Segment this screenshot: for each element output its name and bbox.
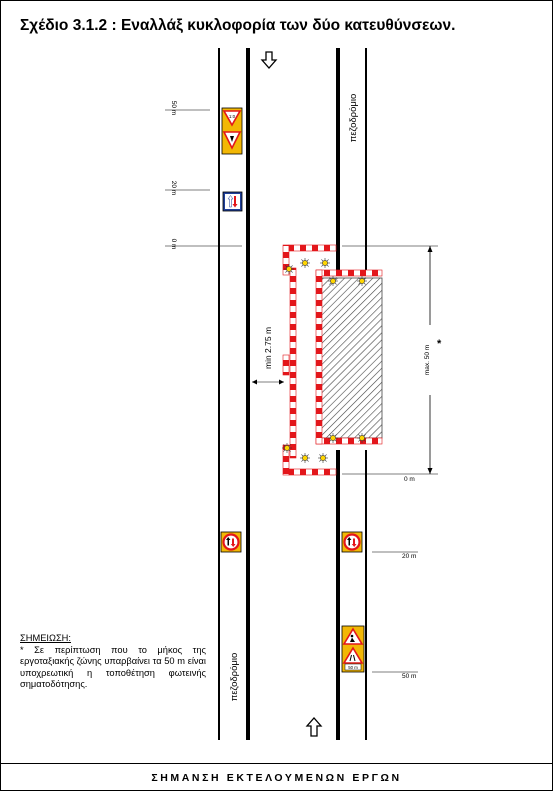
sidewalk-label-bottom: πεζοδρόμιο — [229, 652, 240, 702]
distance-label-20m-top: 20 m — [170, 180, 177, 196]
distance-label-50m-top: 50 m — [170, 100, 177, 116]
hatched-work-area — [320, 278, 382, 438]
note — [20, 633, 206, 691]
max-length-label: max. 50 m — [424, 344, 431, 376]
distance-label-50m-bottom: 50 m — [402, 673, 417, 680]
svg-text:1:0: 1:0 — [228, 114, 236, 119]
sign-plate-label: 50 m — [348, 665, 358, 670]
arrow-up-icon — [307, 718, 321, 736]
sidewalk-label-top: πεζοδρόμιο — [348, 93, 359, 143]
asterisk-mark: * — [437, 338, 442, 350]
priority-over-oncoming-sign-icon — [223, 192, 242, 211]
arrow-down-icon — [262, 52, 276, 68]
warning-lamp-icon — [320, 258, 330, 268]
distance-label-0m-top: 0 m — [170, 238, 177, 250]
distance-label-20m-bottom: 20 m — [402, 553, 417, 560]
warning-lamp-icon — [328, 276, 338, 286]
give-way-sign-icon — [222, 108, 242, 154]
work-zone — [282, 245, 382, 475]
warning-lamp-icon — [300, 453, 310, 463]
warning-lamp-icon — [328, 433, 338, 443]
warning-lamp-icon — [284, 264, 294, 274]
note-heading: ΣΗΜΕΙΩΣΗ: — [20, 633, 71, 643]
no-overtaking-sign-icon — [342, 532, 362, 552]
distance-label-0m-bottom: 0 m — [404, 476, 415, 483]
warning-lamp-icon — [357, 276, 367, 286]
warning-lamp-icon — [357, 433, 367, 443]
page-title: Σχέδιο 3.1.2 : Εναλλάξ κυκλοφορία των δύο κατευθύνσεων. — [20, 17, 456, 34]
warning-lamp-icon — [318, 453, 328, 463]
footer — [0, 763, 553, 792]
warning-lamp-icon — [300, 258, 310, 268]
no-overtaking-sign-icon — [221, 532, 241, 552]
footer-title: ΣΗΜΑΝΣΗ ΕΚΤΕΛΟΥΜΕΝΩΝ ΕΡΓΩΝ — [151, 772, 402, 784]
note-text: * Σε περίπτωση που το μήκος της εργοταξιακής ζώνης υπαρβαίνει τα 50 m είναι υποχρεωτική η τοποθέτηση φωτεινής σηματοδότησης. — [20, 644, 206, 690]
warning-lamp-icon — [282, 443, 292, 453]
min-width-label: min 2.75 m — [263, 326, 273, 370]
road-works-sign-icon — [342, 626, 364, 672]
